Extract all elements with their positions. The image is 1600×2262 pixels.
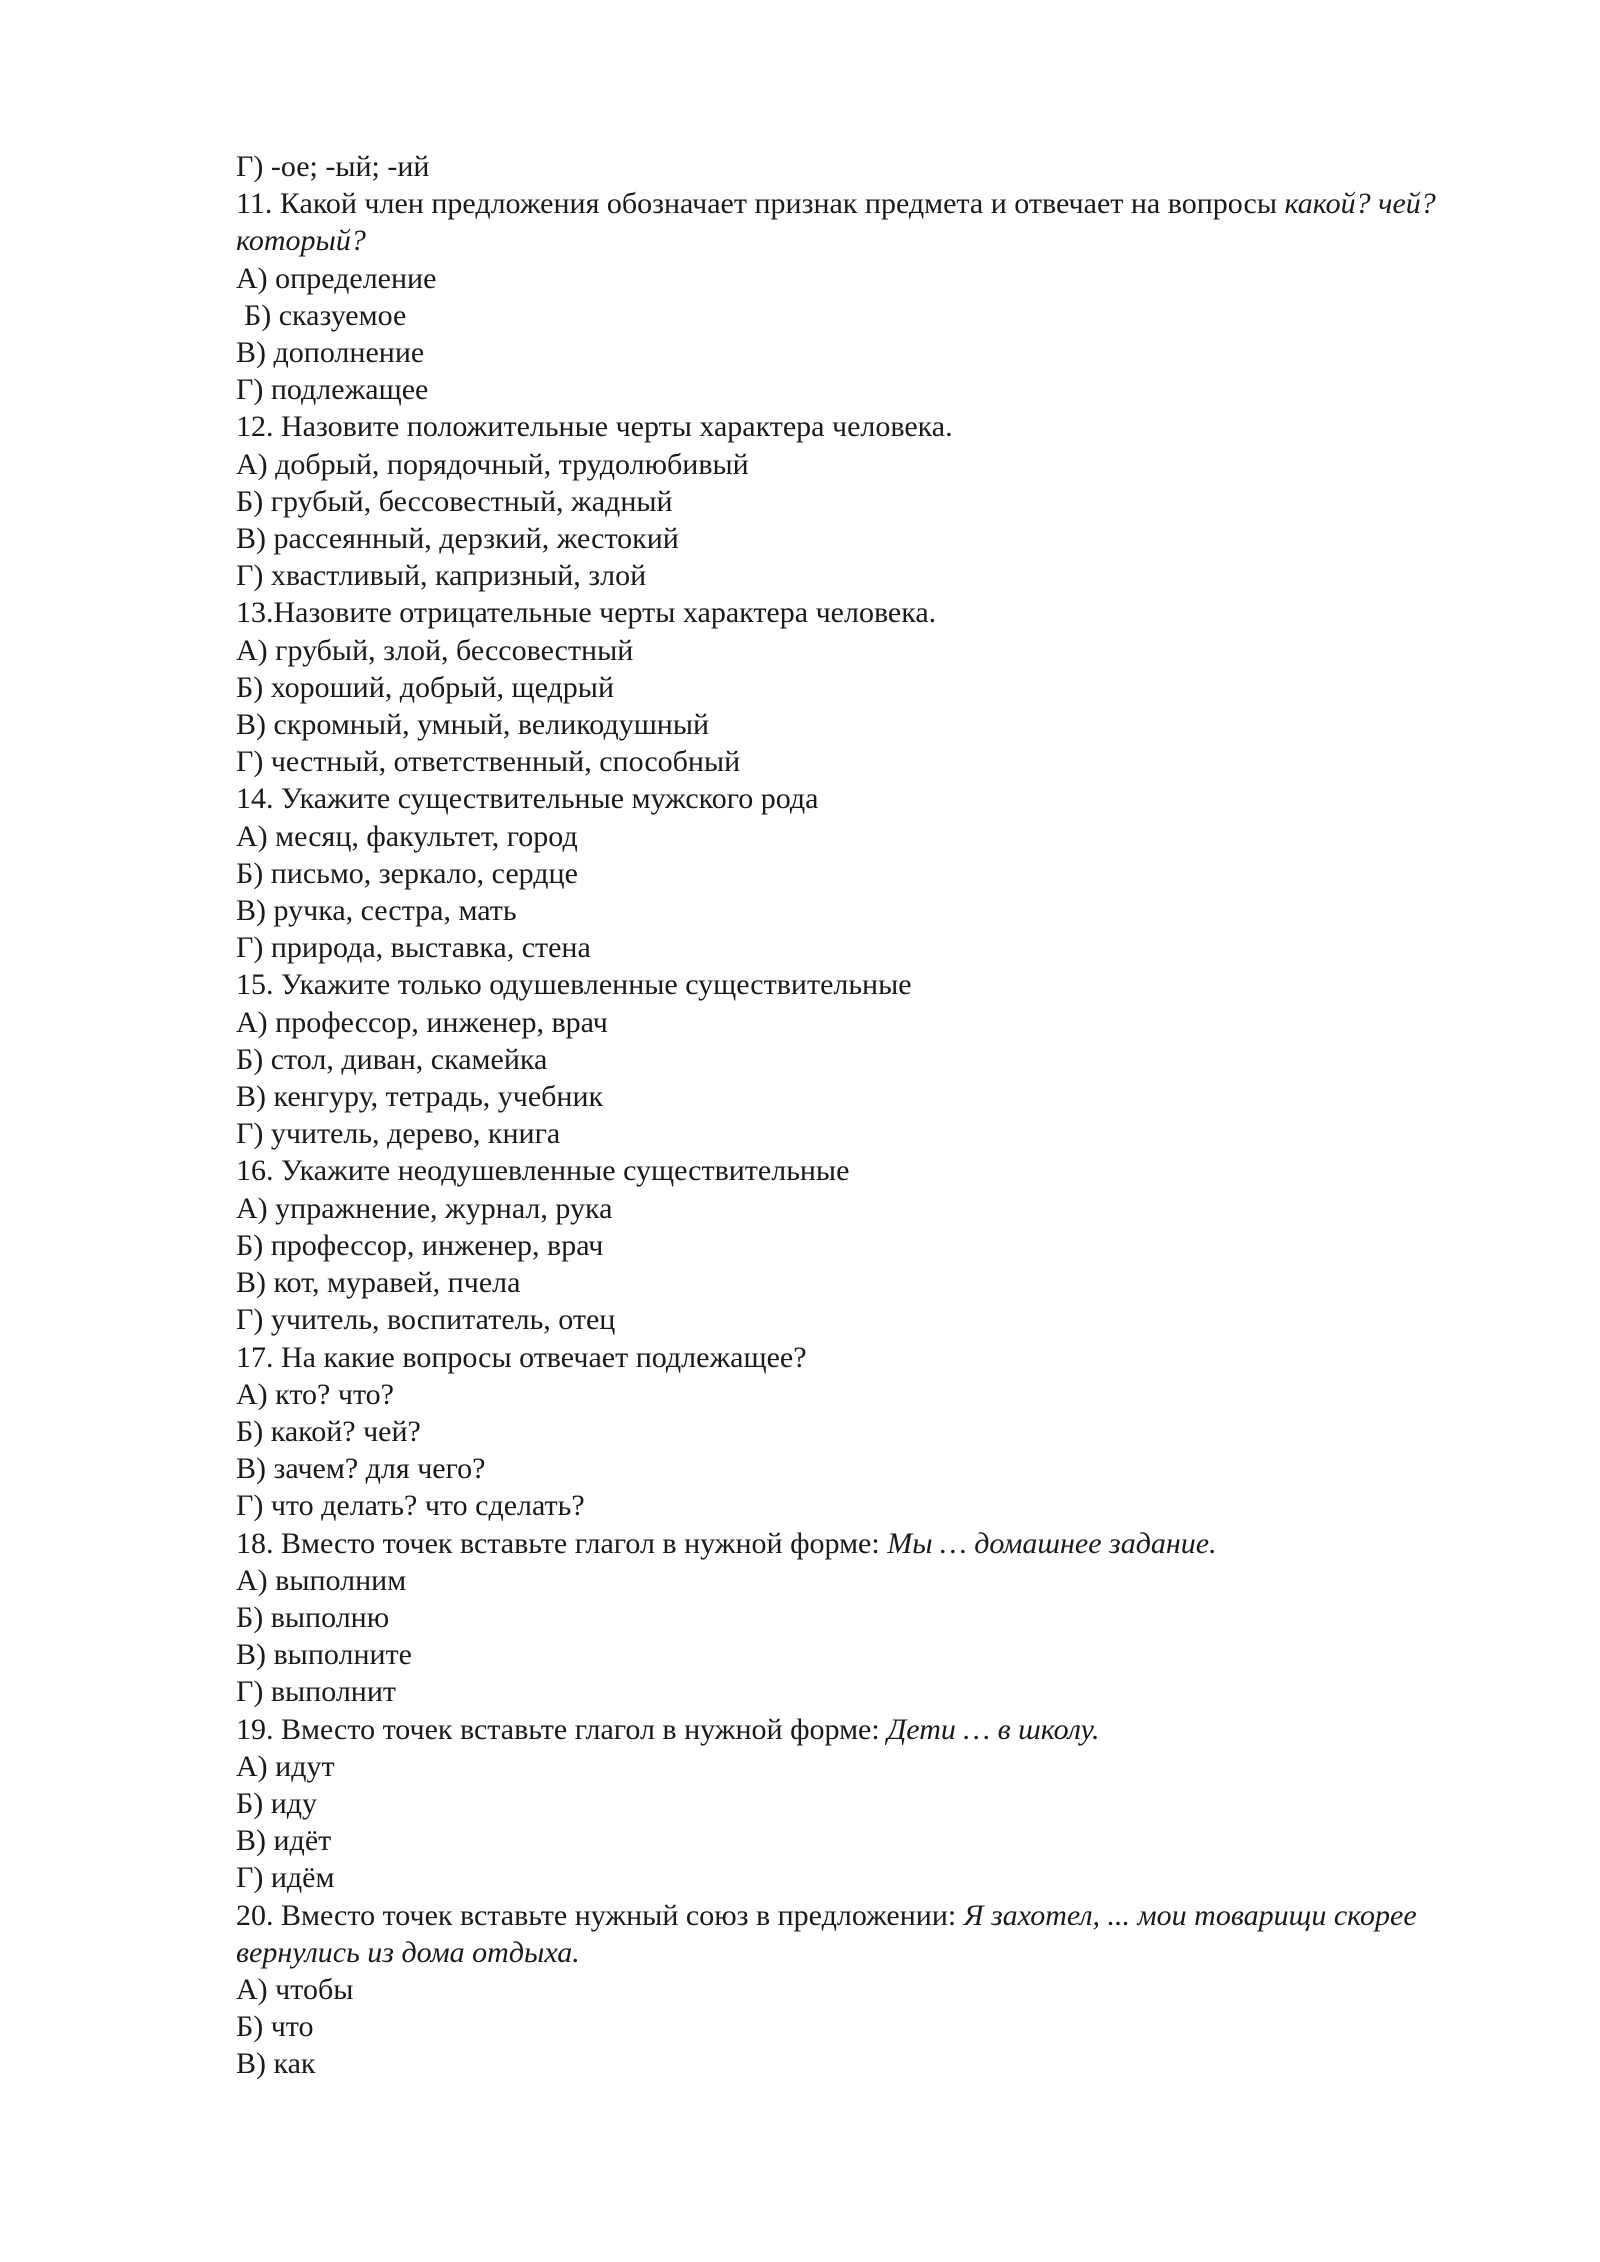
answer-option: Г) учитель, воспитатель, отец [236, 1303, 616, 1337]
answer-option: Г) природа, выставка, стена [236, 931, 591, 965]
answer-option: В) идёт [236, 1824, 332, 1858]
answer-option: Б) что [236, 2010, 314, 2044]
answer-option: А) профессор, инженер, врач [236, 1005, 608, 1039]
answer-option: А) месяц, факультет, город [236, 819, 578, 853]
answer-option: Г) подлежащее [236, 373, 429, 407]
answer-option: Б) сказуемое [244, 298, 407, 332]
answer-option: Б) какой? чей? [236, 1414, 421, 1448]
question-italic-text: Дети … в школу. [887, 1712, 1100, 1746]
answer-option: А) добрый, порядочный, трудолюбивый [236, 447, 749, 481]
answer-option: Г) идём [236, 1861, 335, 1895]
answer-option: А) чтобы [236, 1972, 354, 2006]
question-text: 11. Какой член предложения обозначает признак предмета и отвечает на вопросы [236, 187, 1285, 221]
answer-option: Б) стол, диван, скамейка [236, 1042, 548, 1076]
answer-option: Г) выполнит [236, 1675, 397, 1709]
question-20 [236, 1897, 1486, 1971]
answer-option: В) скромный, умный, великодушный [236, 708, 710, 742]
answer-option: Г) хвастливый, капризный, злой [236, 559, 647, 593]
answer-option: В) рассеянный, дерзкий, жестокий [236, 522, 679, 556]
answer-option: А) кто? что? [236, 1377, 394, 1411]
question-18 [236, 1525, 1486, 1562]
answer-option: В) кот, муравей, пчела [236, 1266, 521, 1300]
question-italic-text: Я захотел, ... мои товарищи скорее вернулись из дома отдыха. [236, 1898, 1417, 1969]
document-page [236, 148, 1486, 2083]
question-15: 15. Укажите только одушевленные существительные [236, 968, 912, 1002]
answer-option: А) упражнение, журнал, рука [236, 1191, 613, 1225]
answer-option: А) определение [236, 261, 437, 295]
question-text: 18. Вместо точек вставьте глагол в нужной форме: [236, 1526, 888, 1560]
question-text: 19. Вместо точек вставьте глагол в нужной форме: [236, 1712, 888, 1746]
answer-option: Б) письмо, зеркало, сердце [236, 856, 578, 890]
answer-option: В) выполните [236, 1638, 412, 1672]
answer-option: А) идут [236, 1749, 335, 1783]
answer-option: В) как [236, 2047, 316, 2081]
list-item: Г) -ое; -ый; -ий [236, 150, 430, 183]
answer-option: Г) что делать? что сделать? [236, 1489, 585, 1523]
answer-option: В) ручка, сестра, мать [236, 894, 517, 928]
question-italic-text: Мы … домашнее задание. [887, 1526, 1217, 1560]
question-17: 17. На какие вопросы отвечает подлежащее? [236, 1340, 807, 1374]
question-12: 12. Назовите положительные черты характера человека. [236, 410, 953, 444]
answer-option: В) кенгуру, тетрадь, учебник [236, 1080, 604, 1114]
question-italic-text: какой? чей? который? [236, 187, 1436, 258]
answer-option: В) зачем? для чего? [236, 1452, 486, 1486]
answer-option: Г) честный, ответственный, способный [236, 745, 741, 779]
question-text: 20. Вместо точек вставьте нужный союз в предложении: [236, 1898, 964, 1932]
answer-option: Б) хороший, добрый, щедрый [236, 670, 615, 704]
answer-option: Г) учитель, дерево, книга [236, 1117, 561, 1151]
question-13: 13.Назовите отрицательные черты характера человека. [236, 596, 937, 630]
answer-option: А) выполним [236, 1563, 407, 1597]
answer-option: В) дополнение [236, 336, 425, 370]
answer-option: Б) профессор, инженер, врач [236, 1228, 604, 1262]
question-14: 14. Укажите существительные мужского рода [236, 782, 819, 816]
answer-option: Б) выполню [236, 1600, 390, 1634]
question-16: 16. Укажите неодушевленные существительные [236, 1154, 850, 1188]
question-19 [236, 1711, 1486, 1748]
answer-option: А) грубый, злой, бессовестный [236, 633, 634, 667]
question-11 [236, 185, 1486, 259]
answer-option: Б) иду [236, 1786, 318, 1820]
answer-option: Б) грубый, бессовестный, жадный [236, 484, 673, 518]
